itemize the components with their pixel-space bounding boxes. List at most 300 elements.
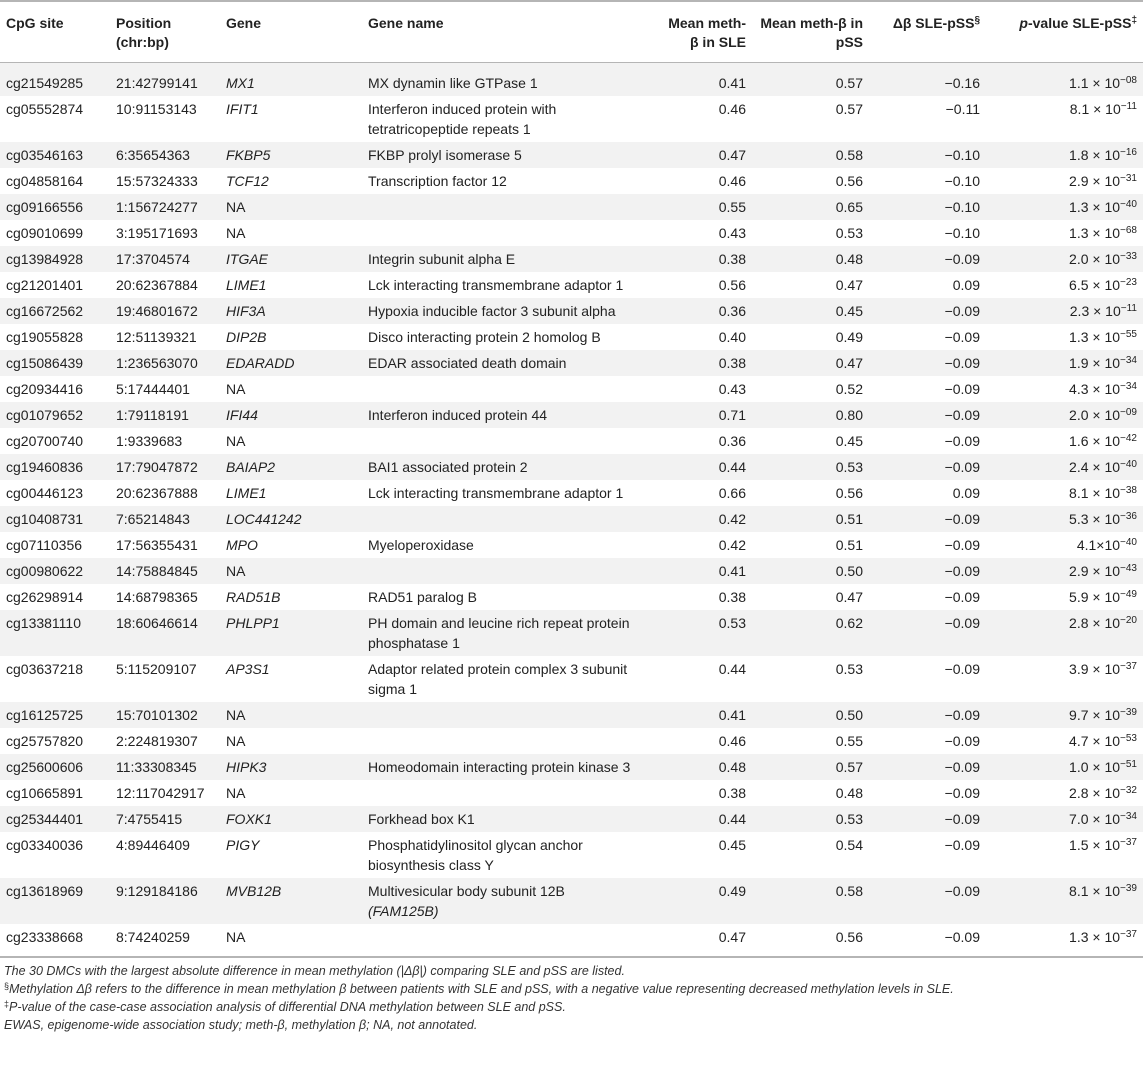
gene-name-text: MX dynamin like GTPase 1 xyxy=(368,75,538,91)
cell-mean-pss: 0.55 xyxy=(752,728,869,754)
gene-name-text: Multivesicular body subunit 12B xyxy=(368,883,565,899)
pvalue-mantissa: 1.9 × 10 xyxy=(1069,355,1121,371)
cell-pvalue xyxy=(986,832,1143,878)
cell-mean-pss: 0.51 xyxy=(752,506,869,532)
cell-cpg-site: cg07110356 xyxy=(0,532,110,558)
cell-position: 1:79118191 xyxy=(110,402,220,428)
cell-mean-sle: 0.46 xyxy=(660,96,752,142)
gene-name-text: EDAR associated death domain xyxy=(368,355,567,371)
cell-mean-pss: 0.62 xyxy=(752,610,869,656)
cell-pvalue xyxy=(986,754,1143,780)
table-row xyxy=(0,610,1143,656)
cell-delta-beta: −0.10 xyxy=(869,168,986,194)
cell-mean-pss: 0.50 xyxy=(752,702,869,728)
footnote-delta-beta-mark: § xyxy=(4,981,10,991)
cell-mean-pss: 0.53 xyxy=(752,656,869,702)
cell-position: 8:74240259 xyxy=(110,924,220,957)
pvalue-mantissa: 1.3 × 10 xyxy=(1069,929,1121,945)
cell-gene: NA xyxy=(220,924,362,957)
pvalue-exponent: −51 xyxy=(1120,759,1137,770)
pvalue-mantissa: 5.9 × 10 xyxy=(1069,589,1121,605)
cell-mean-sle: 0.46 xyxy=(660,168,752,194)
cell-mean-pss: 0.57 xyxy=(752,96,869,142)
pvalue-exponent: −33 xyxy=(1120,251,1137,262)
gene-name-text: Myeloperoxidase xyxy=(368,537,474,553)
table-row xyxy=(0,402,1143,428)
cell-pvalue xyxy=(986,532,1143,558)
pvalue-mantissa: 2.0 × 10 xyxy=(1069,251,1121,267)
cell-gene: LOC441242 xyxy=(220,506,362,532)
cell-pvalue xyxy=(986,246,1143,272)
cell-mean-pss: 0.58 xyxy=(752,878,869,924)
cell-pvalue xyxy=(986,656,1143,702)
cell-mean-sle: 0.53 xyxy=(660,610,752,656)
cell-mean-sle: 0.43 xyxy=(660,376,752,402)
cell-mean-sle: 0.48 xyxy=(660,754,752,780)
table-row xyxy=(0,168,1143,194)
pvalue-exponent: −20 xyxy=(1120,615,1137,626)
cell-delta-beta: −0.10 xyxy=(869,220,986,246)
footnote-pvalue-mark: ‡ xyxy=(4,999,10,1009)
cell-pvalue xyxy=(986,220,1143,246)
pvalue-mantissa: 8.1 × 10 xyxy=(1069,101,1121,117)
pvalue-mantissa: 1.3 × 10 xyxy=(1069,199,1121,215)
cell-cpg-site: cg13381110 xyxy=(0,610,110,656)
cell-mean-sle: 0.41 xyxy=(660,63,752,97)
table-body xyxy=(0,63,1143,958)
cell-pvalue xyxy=(986,584,1143,610)
pvalue-mantissa: 4.7 × 10 xyxy=(1069,733,1121,749)
cell-delta-beta: −0.09 xyxy=(869,246,986,272)
cell-mean-sle: 0.44 xyxy=(660,454,752,480)
pvalue-exponent: −42 xyxy=(1120,433,1137,444)
cell-cpg-site: cg13984928 xyxy=(0,246,110,272)
footnote-summary: The 30 DMCs with the largest absolute difference in mean methylation (|Δβ|) comparing SLE and pSS are listed. xyxy=(4,964,625,978)
cell-position: 20:62367884 xyxy=(110,272,220,298)
cell-gene-name xyxy=(362,728,660,754)
pvalue-exponent: −39 xyxy=(1120,883,1137,894)
table-row xyxy=(0,780,1143,806)
cell-pvalue xyxy=(986,376,1143,402)
cell-delta-beta: −0.09 xyxy=(869,324,986,350)
pvalue-exponent: −40 xyxy=(1120,199,1137,210)
cell-gene: NA xyxy=(220,558,362,584)
header-pvalue xyxy=(986,1,1143,63)
pvalue-mantissa: 6.5 × 10 xyxy=(1069,277,1121,293)
cell-gene: NA xyxy=(220,220,362,246)
cell-pvalue xyxy=(986,454,1143,480)
cell-gene-name xyxy=(362,806,660,832)
cell-gene: EDARADD xyxy=(220,350,362,376)
cell-mean-pss: 0.54 xyxy=(752,832,869,878)
cell-cpg-site: cg19460836 xyxy=(0,454,110,480)
cell-gene-name xyxy=(362,558,660,584)
cell-pvalue xyxy=(986,610,1143,656)
cell-mean-pss: 0.50 xyxy=(752,558,869,584)
cell-position: 7:65214843 xyxy=(110,506,220,532)
cell-mean-pss: 0.65 xyxy=(752,194,869,220)
cell-position: 17:56355431 xyxy=(110,532,220,558)
table-row xyxy=(0,194,1143,220)
pvalue-mantissa: 8.1 × 10 xyxy=(1069,485,1121,501)
table-row xyxy=(0,220,1143,246)
pvalue-mantissa: 1.6 × 10 xyxy=(1069,433,1121,449)
pvalue-mantissa: 1.3 × 10 xyxy=(1069,225,1121,241)
cell-delta-beta: −0.09 xyxy=(869,298,986,324)
header-delta-beta-label: Δβ SLE-pSS xyxy=(892,15,975,31)
cell-mean-pss: 0.47 xyxy=(752,584,869,610)
cell-cpg-site: cg16672562 xyxy=(0,298,110,324)
cell-gene-name xyxy=(362,168,660,194)
cell-gene-name xyxy=(362,780,660,806)
cell-cpg-site: cg25344401 xyxy=(0,806,110,832)
cell-mean-sle: 0.36 xyxy=(660,428,752,454)
cell-gene-name xyxy=(362,63,660,97)
cell-position: 17:3704574 xyxy=(110,246,220,272)
cell-delta-beta: −0.09 xyxy=(869,402,986,428)
cell-delta-beta: −0.09 xyxy=(869,428,986,454)
table-row xyxy=(0,454,1143,480)
cell-gene-name xyxy=(362,428,660,454)
pvalue-mantissa: 1.8 × 10 xyxy=(1069,147,1121,163)
cell-mean-sle: 0.47 xyxy=(660,924,752,957)
cell-mean-sle: 0.40 xyxy=(660,324,752,350)
cell-gene: LIME1 xyxy=(220,480,362,506)
cell-delta-beta: 0.09 xyxy=(869,272,986,298)
cell-delta-beta: −0.09 xyxy=(869,584,986,610)
cell-gene-name xyxy=(362,142,660,168)
table-row xyxy=(0,428,1143,454)
cell-position: 15:70101302 xyxy=(110,702,220,728)
pvalue-mantissa: 2.0 × 10 xyxy=(1069,407,1121,423)
gene-name-text: Homeodomain interacting protein kinase 3 xyxy=(368,759,631,775)
cell-position: 2:224819307 xyxy=(110,728,220,754)
header-mean-sle: Mean meth-β in SLE xyxy=(660,1,752,63)
pvalue-mantissa: 8.1 × 10 xyxy=(1069,883,1121,899)
cell-position: 15:57324333 xyxy=(110,168,220,194)
table-row xyxy=(0,532,1143,558)
pvalue-exponent: −32 xyxy=(1120,785,1137,796)
cell-cpg-site: cg05552874 xyxy=(0,96,110,142)
cell-delta-beta: −0.10 xyxy=(869,142,986,168)
cell-mean-sle: 0.41 xyxy=(660,558,752,584)
pvalue-exponent: −55 xyxy=(1120,329,1137,340)
footnote-delta-beta xyxy=(4,980,1139,998)
cell-mean-sle: 0.47 xyxy=(660,142,752,168)
cell-pvalue xyxy=(986,298,1143,324)
pvalue-exponent: −08 xyxy=(1120,75,1137,86)
header-pvalue-italic: p xyxy=(1019,15,1028,31)
header-position: Position (chr:bp) xyxy=(110,1,220,63)
header-delta-beta-mark: § xyxy=(974,15,980,26)
cell-mean-sle: 0.71 xyxy=(660,402,752,428)
header-gene-name: Gene name xyxy=(362,1,660,63)
cell-cpg-site: cg25600606 xyxy=(0,754,110,780)
cell-mean-pss: 0.53 xyxy=(752,806,869,832)
cell-position: 1:236563070 xyxy=(110,350,220,376)
cell-gene-name xyxy=(362,350,660,376)
cell-gene-name xyxy=(362,832,660,878)
cell-mean-pss: 0.48 xyxy=(752,246,869,272)
table-row xyxy=(0,506,1143,532)
pvalue-exponent: −11 xyxy=(1120,101,1137,112)
table-row xyxy=(0,728,1143,754)
gene-name-text: RAD51 paralog B xyxy=(368,589,477,605)
cell-gene-name xyxy=(362,298,660,324)
cell-pvalue xyxy=(986,96,1143,142)
cell-mean-sle: 0.36 xyxy=(660,298,752,324)
table-row xyxy=(0,754,1143,780)
table-row xyxy=(0,878,1143,924)
cell-gene-name xyxy=(362,220,660,246)
pvalue-exponent: −37 xyxy=(1120,929,1137,940)
cell-delta-beta: 0.09 xyxy=(869,480,986,506)
cell-gene: LIME1 xyxy=(220,272,362,298)
cell-gene-name xyxy=(362,454,660,480)
cell-delta-beta: −0.09 xyxy=(869,728,986,754)
pvalue-exponent: −37 xyxy=(1120,661,1137,672)
gene-name-text: Lck interacting transmembrane adaptor 1 xyxy=(368,277,624,293)
cell-gene-name xyxy=(362,532,660,558)
cell-pvalue xyxy=(986,806,1143,832)
cell-cpg-site: cg26298914 xyxy=(0,584,110,610)
cell-cpg-site: cg10665891 xyxy=(0,780,110,806)
pvalue-mantissa: 2.9 × 10 xyxy=(1069,173,1121,189)
cell-position: 4:89446409 xyxy=(110,832,220,878)
gene-name-text: Interferon induced protein with tetratricopeptide repeats 1 xyxy=(368,101,557,137)
cell-pvalue xyxy=(986,272,1143,298)
cell-gene: HIF3A xyxy=(220,298,362,324)
cell-gene: TCF12 xyxy=(220,168,362,194)
cell-mean-sle: 0.38 xyxy=(660,780,752,806)
cell-gene-name xyxy=(362,584,660,610)
cell-cpg-site: cg23338668 xyxy=(0,924,110,957)
cell-mean-sle: 0.45 xyxy=(660,832,752,878)
gene-name-text: Phosphatidylinositol glycan anchor biosynthesis class Y xyxy=(368,837,583,873)
cell-mean-pss: 0.51 xyxy=(752,532,869,558)
cell-mean-pss: 0.58 xyxy=(752,142,869,168)
cell-position: 1:9339683 xyxy=(110,428,220,454)
pvalue-mantissa: 4.3 × 10 xyxy=(1069,381,1121,397)
cell-gene-name xyxy=(362,246,660,272)
cell-mean-pss: 0.45 xyxy=(752,298,869,324)
header-pvalue-label: -value SLE-pSS xyxy=(1027,15,1132,31)
cell-pvalue xyxy=(986,63,1143,97)
cell-cpg-site: cg03637218 xyxy=(0,656,110,702)
pvalue-exponent: −16 xyxy=(1120,147,1137,158)
cell-gene: IFI44 xyxy=(220,402,362,428)
cell-mean-pss: 0.48 xyxy=(752,780,869,806)
table-header xyxy=(0,1,1143,63)
cell-position: 5:17444401 xyxy=(110,376,220,402)
cell-position: 18:60646614 xyxy=(110,610,220,656)
cell-mean-pss: 0.53 xyxy=(752,454,869,480)
pvalue-exponent: −09 xyxy=(1120,407,1137,418)
pvalue-mantissa: 1.1 × 10 xyxy=(1069,75,1121,91)
pvalue-exponent: −31 xyxy=(1120,173,1137,184)
cell-mean-sle: 0.56 xyxy=(660,272,752,298)
cell-gene: NA xyxy=(220,376,362,402)
pvalue-mantissa: 2.8 × 10 xyxy=(1069,615,1121,631)
cell-delta-beta: −0.09 xyxy=(869,350,986,376)
cell-position: 12:117042917 xyxy=(110,780,220,806)
pvalue-exponent: −34 xyxy=(1120,811,1137,822)
cell-mean-sle: 0.55 xyxy=(660,194,752,220)
pvalue-exponent: −34 xyxy=(1120,355,1137,366)
cell-cpg-site: cg09010699 xyxy=(0,220,110,246)
cell-position: 7:4755415 xyxy=(110,806,220,832)
table-row xyxy=(0,702,1143,728)
pvalue-mantissa: 2.3 × 10 xyxy=(1069,303,1121,319)
cell-gene: PIGY xyxy=(220,832,362,878)
cell-position: 6:35654363 xyxy=(110,142,220,168)
cell-position: 14:75884845 xyxy=(110,558,220,584)
cell-delta-beta: −0.09 xyxy=(869,454,986,480)
gene-name-text: Transcription factor 12 xyxy=(368,173,507,189)
cell-pvalue xyxy=(986,428,1143,454)
cell-cpg-site: cg20934416 xyxy=(0,376,110,402)
pvalue-exponent: −43 xyxy=(1120,563,1137,574)
cell-mean-pss: 0.52 xyxy=(752,376,869,402)
pvalue-exponent: −36 xyxy=(1120,511,1137,522)
pvalue-exponent: −40 xyxy=(1120,459,1137,470)
table-row xyxy=(0,806,1143,832)
pvalue-mantissa: 2.4 × 10 xyxy=(1069,459,1121,475)
cell-mean-sle: 0.42 xyxy=(660,532,752,558)
cell-cpg-site: cg13618969 xyxy=(0,878,110,924)
cell-gene-name xyxy=(362,402,660,428)
cell-mean-pss: 0.56 xyxy=(752,480,869,506)
cell-mean-pss: 0.80 xyxy=(752,402,869,428)
cell-mean-sle: 0.44 xyxy=(660,656,752,702)
cell-gene: NA xyxy=(220,194,362,220)
cell-gene-name xyxy=(362,506,660,532)
cell-cpg-site: cg21549285 xyxy=(0,63,110,97)
cell-mean-sle: 0.66 xyxy=(660,480,752,506)
cell-mean-pss: 0.49 xyxy=(752,324,869,350)
cell-gene: PHLPP1 xyxy=(220,610,362,656)
cell-mean-sle: 0.38 xyxy=(660,350,752,376)
cell-cpg-site: cg19055828 xyxy=(0,324,110,350)
cell-mean-pss: 0.47 xyxy=(752,350,869,376)
pvalue-mantissa: 9.7 × 10 xyxy=(1069,707,1121,723)
pvalue-exponent: −53 xyxy=(1120,733,1137,744)
pvalue-mantissa: 1.0 × 10 xyxy=(1069,759,1121,775)
pvalue-exponent: −34 xyxy=(1120,381,1137,392)
pvalue-mantissa: 1.3 × 10 xyxy=(1069,329,1121,345)
cell-gene-name xyxy=(362,610,660,656)
pvalue-mantissa: 1.5 × 10 xyxy=(1069,837,1121,853)
cell-position: 21:42799141 xyxy=(110,63,220,97)
pvalue-exponent: −40 xyxy=(1120,537,1137,548)
cell-gene-name xyxy=(362,656,660,702)
cell-mean-pss: 0.45 xyxy=(752,428,869,454)
header-pvalue-mark: ‡ xyxy=(1131,15,1137,26)
footnote-pvalue xyxy=(4,998,1139,1016)
cell-cpg-site: cg20700740 xyxy=(0,428,110,454)
gene-name-text: Disco interacting protein 2 homolog B xyxy=(368,329,601,345)
cell-gene: NA xyxy=(220,728,362,754)
header-delta-beta xyxy=(869,1,986,63)
cell-gene: FKBP5 xyxy=(220,142,362,168)
cell-gene: MPO xyxy=(220,532,362,558)
header-cpg-site: CpG site xyxy=(0,1,110,63)
cell-position: 5:115209107 xyxy=(110,656,220,702)
cell-mean-sle: 0.46 xyxy=(660,728,752,754)
cell-gene-name xyxy=(362,702,660,728)
cell-mean-pss: 0.57 xyxy=(752,754,869,780)
cell-pvalue xyxy=(986,728,1143,754)
gene-name-text: BAI1 associated protein 2 xyxy=(368,459,528,475)
cell-mean-pss: 0.56 xyxy=(752,924,869,957)
cell-delta-beta: −0.10 xyxy=(869,194,986,220)
cell-pvalue xyxy=(986,506,1143,532)
cell-pvalue xyxy=(986,168,1143,194)
cell-cpg-site: cg01079652 xyxy=(0,402,110,428)
gene-name-text: Forkhead box K1 xyxy=(368,811,475,827)
cell-mean-pss: 0.47 xyxy=(752,272,869,298)
cell-position: 14:68798365 xyxy=(110,584,220,610)
cell-cpg-site: cg00446123 xyxy=(0,480,110,506)
cell-mean-sle: 0.41 xyxy=(660,702,752,728)
pvalue-mantissa: 5.3 × 10 xyxy=(1069,511,1121,527)
cell-position: 10:91153143 xyxy=(110,96,220,142)
cell-gene-name xyxy=(362,324,660,350)
cell-gene-name xyxy=(362,96,660,142)
cell-cpg-site: cg03546163 xyxy=(0,142,110,168)
cell-mean-pss: 0.53 xyxy=(752,220,869,246)
cell-delta-beta: −0.09 xyxy=(869,506,986,532)
gene-name-text: FKBP prolyl isomerase 5 xyxy=(368,147,522,163)
cell-cpg-site: cg16125725 xyxy=(0,702,110,728)
cell-gene: DIP2B xyxy=(220,324,362,350)
cell-gene-name xyxy=(362,480,660,506)
cell-pvalue xyxy=(986,924,1143,957)
gene-name-text: Integrin subunit alpha E xyxy=(368,251,516,267)
cell-cpg-site: cg15086439 xyxy=(0,350,110,376)
pvalue-mantissa: 3.9 × 10 xyxy=(1069,661,1121,677)
pvalue-mantissa: 4.1×10 xyxy=(1076,537,1121,553)
cell-delta-beta: −0.09 xyxy=(869,832,986,878)
header-gene: Gene xyxy=(220,1,362,63)
cell-gene: IFIT1 xyxy=(220,96,362,142)
cell-pvalue xyxy=(986,350,1143,376)
cell-delta-beta: −0.09 xyxy=(869,780,986,806)
cell-gene-name xyxy=(362,194,660,220)
gene-name-text: Interferon induced protein 44 xyxy=(368,407,548,423)
cell-mean-sle: 0.43 xyxy=(660,220,752,246)
cell-pvalue xyxy=(986,194,1143,220)
cell-position: 19:46801672 xyxy=(110,298,220,324)
cell-delta-beta: −0.16 xyxy=(869,63,986,97)
cell-delta-beta: −0.09 xyxy=(869,532,986,558)
cell-gene-name xyxy=(362,376,660,402)
table-row xyxy=(0,298,1143,324)
cell-cpg-site: cg25757820 xyxy=(0,728,110,754)
cell-gene: MVB12B xyxy=(220,878,362,924)
cell-delta-beta: −0.11 xyxy=(869,96,986,142)
pvalue-mantissa: 2.8 × 10 xyxy=(1069,785,1121,801)
cell-gene: RAD51B xyxy=(220,584,362,610)
cell-gene: MX1 xyxy=(220,63,362,97)
cell-delta-beta: −0.09 xyxy=(869,806,986,832)
pvalue-exponent: −23 xyxy=(1120,277,1137,288)
cell-delta-beta: −0.09 xyxy=(869,702,986,728)
cell-gene: AP3S1 xyxy=(220,656,362,702)
cell-pvalue xyxy=(986,780,1143,806)
table-row xyxy=(0,924,1143,957)
table-row xyxy=(0,272,1143,298)
